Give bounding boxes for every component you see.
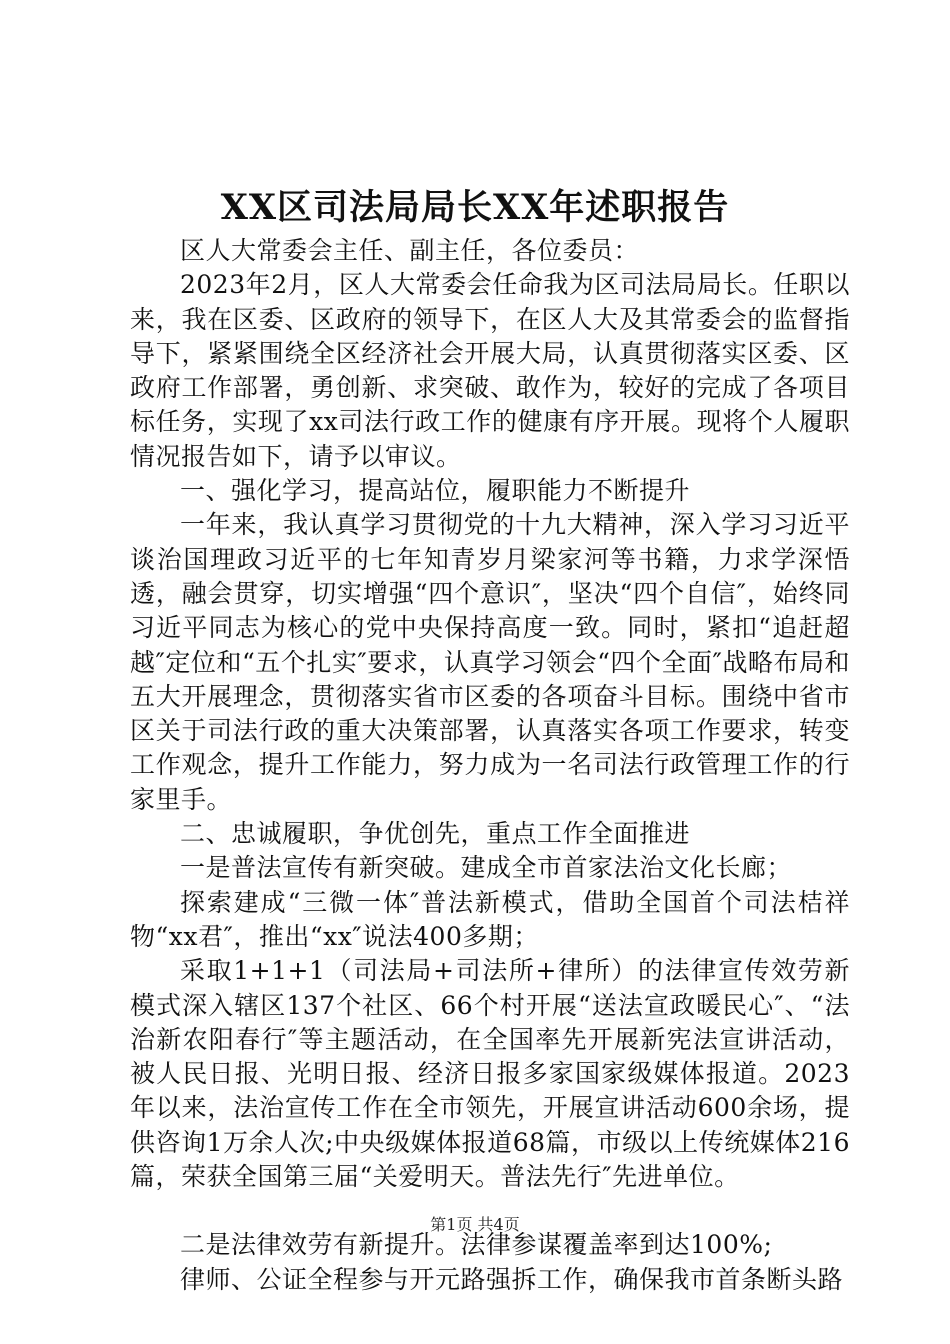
- document-title: XX区司法局局长XX年述职报告: [220, 187, 730, 228]
- section-heading-2: 二、忠诚履职，争优创先，重点工作全面推进: [180, 819, 691, 849]
- section-heading-1: 一、强化学习，提高站位，履职能力不断提升: [180, 476, 691, 506]
- micro-model-paragraph: 探索建成“三微一体″普法新模式，借助全国首个司法桔祥物“xx君″，推出“xx″说法400多期；: [130, 887, 850, 951]
- intro-paragraph: 2023年2月，区人大常委会任命我为区司法局局长。任职以来，我在区委、区政府的领导下，在区人大及其常委会的监督指导下，紧紧围绕全区经济社会开展大局，认真贯彻落实区委、区政府工作部署，勇创新、求突破、敢作为，较好的完成了各项目标任务，实现了xx司法行政工作的健康有序开展。现将个人履职情况报告如下，请予以审议。: [130, 270, 850, 471]
- legal-service-paragraph: 二是法律效劳有新提升。法律参谋覆盖率到达100%;: [180, 1230, 773, 1260]
- lawyer-notary-paragraph: 律师、公证全程参与开元路强拆工作，确保我市首条断头路: [180, 1264, 844, 1294]
- salutation-paragraph: 区人大常委会主任、副主任，各位委员：: [180, 236, 640, 265]
- service-model-paragraph: 采取1+1+1（司法局+司法所+律所）的法律宣传效劳新模式深入辖区137个社区、66个村开展“送法宣政暖民心″、“法治新农阳春行″等主题活动，在全国率先开展新宪法宣讲活动，被人民日报、光明日报、经济日报多家国家级媒体报道。2023年以来，法治宣传工作在全市领先，开展宣讲活动600余场，提供咨询1万余人次;中央级媒体报道68篇，市级以上传统媒体216篇，荣获全国第三届“关爱明天。普法先行″先进单位。: [130, 956, 850, 1192]
- legal-publicity-paragraph: 一是普法宣传有新突破。建成全市首家法治文化长廊；: [180, 853, 793, 883]
- page-number-footer: 第1页 共4页: [430, 1215, 520, 1234]
- study-paragraph: 一年来，我认真学习贯彻党的十九大精神，深入学习习近平谈治国理政习近平的七年知青岁月梁家河等书籍，力求学深悟透，融会贯穿，切实增强“四个意识″，坚决“四个自信″，始终同习近平同志为核心的党中央保持高度一致。同时，紧扣“追赶超越″定位和“五个扎实″要求，认真学习领会“四个全面″战略布局和五大开展理念，贯彻落实省市区委的各项奋斗目标。围绕中省市区关于司法行政的重大决策部署，认真落实各项工作要求，转变工作观念，提升工作能力，努力成为一名司法行政管理工作的行家里手。: [130, 510, 850, 814]
- document-body: [130, 234, 850, 1297]
